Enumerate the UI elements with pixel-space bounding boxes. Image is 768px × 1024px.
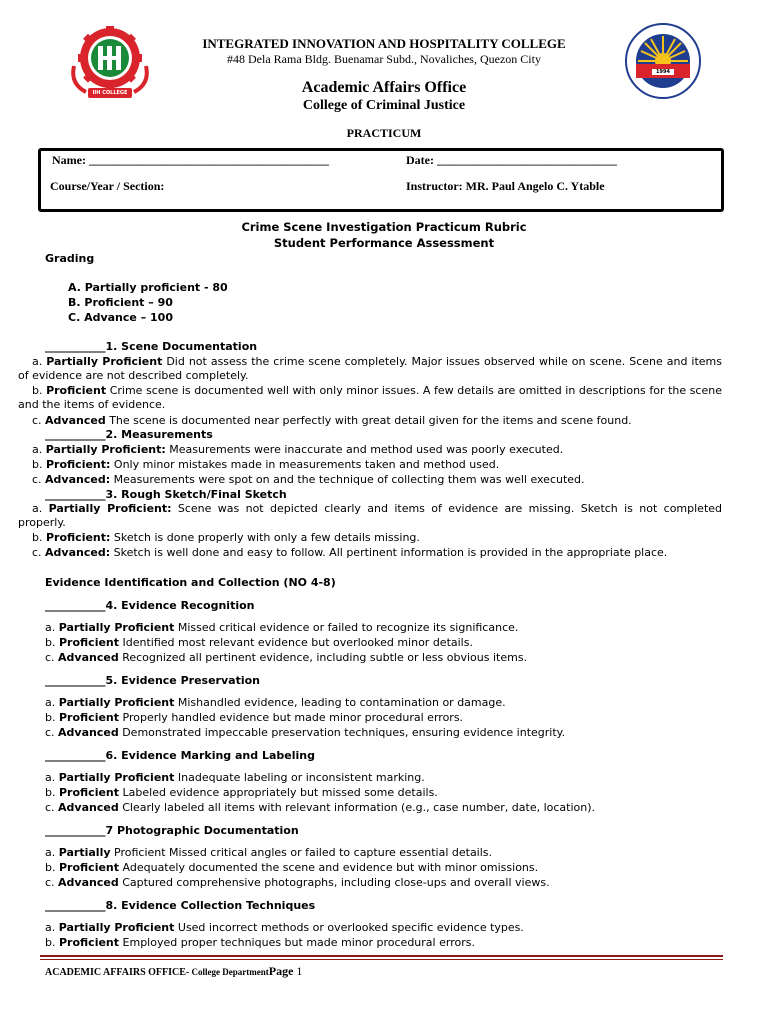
criterion-heading: ___________6. Evidence Marking and Labeling (45, 749, 315, 762)
grading-heading: Grading (45, 252, 95, 265)
rubric-title: Crime Scene Investigation Practicum Rubric (241, 220, 527, 234)
criterion-level: c. Advanced Demonstrated impeccable preservation techniques, ensuring evidence integrity. (45, 726, 566, 739)
page-footer: ACADEMIC AFFAIRS OFFICE- College DepartmentPage 1 (45, 964, 303, 978)
college-name: INTEGRATED INNOVATION AND HOSPITALITY COLLEGE (202, 36, 566, 51)
criterion-heading: ___________2. Measurements (45, 428, 213, 441)
logo-caption: IIH COLLEGE (92, 90, 128, 96)
name-field[interactable]: Name: ________________________________________ (52, 153, 329, 167)
instructor-field: Instructor: MR. Paul Angelo C. Ytable (406, 179, 605, 193)
criterion-level: c. Advanced: Measurements were spot on and the technique of collecting them was well executed. (32, 473, 585, 486)
criterion-level: a. Partially Proficient Did not assess the crime scene completely. Major issues observed while on scene. Scene and items of evidence are not described completely. (18, 355, 722, 382)
criterion-heading: ___________8. Evidence Collection Techniques (45, 899, 316, 912)
course-title: PRACTICUM (346, 126, 422, 140)
criterion-level: b. Proficient Labeled evidence appropriately but missed some details. (45, 786, 438, 799)
rubric-subtitle: Student Performance Assessment (273, 236, 495, 250)
grade-item: B. Proficient – 90 (68, 296, 173, 309)
criterion-level: b. Proficient Adequately documented the scene and evidence but with minor omissions. (45, 861, 539, 874)
criterion-level: a. Partially Proficient Inadequate labeling or inconsistent marking. (45, 771, 425, 784)
criterion-level: b. Proficient Identified most relevant evidence but overlooked minor details. (45, 636, 473, 649)
grade-item: C. Advance – 100 (68, 311, 173, 324)
department-title: College of Criminal Justice (302, 98, 466, 113)
seal-year: 1994 (656, 69, 670, 75)
criterion-level: b. Proficient Properly handled evidence but made minor procedural errors. (45, 711, 464, 724)
section-field[interactable]: Course/Year / Section: (50, 179, 165, 193)
criterion-level: c. Advanced: Sketch is well done and easy to follow. All pertinent information is provided in the appropriate place. (32, 546, 668, 559)
grade-item: A. Partially proficient - 80 (68, 281, 228, 294)
date-field[interactable]: Date: ______________________________ (406, 153, 617, 167)
criterion-level: c. Advanced The scene is documented near perfectly with great detail given for the items and scene found. (32, 414, 632, 427)
criterion-level: c. Advanced Recognized all pertinent evidence, including subtle or less obvious items. (45, 651, 528, 664)
criterion-level: a. Partially Proficient Used incorrect methods or overlooked specific evidence types. (45, 921, 524, 934)
footer-rule (40, 955, 723, 957)
criterion-level: b. Proficient Employed proper techniques but made minor procedural errors. (45, 936, 475, 949)
criterion-level: c. Advanced Clearly labeled all items with relevant information (e.g., case number, date, location). (45, 801, 596, 814)
criterion-level: a. Partially Proficient: Scene was not depicted clearly and items of evidence are missing. Sketch is not completed properly. (18, 502, 723, 529)
criterion-heading: ___________1. Scene Documentation (45, 340, 258, 353)
criterion-level: b. Proficient Crime scene is documented well with only minor issues. A few details are omitted in descriptions for the scene and the items of evidence. (18, 384, 722, 411)
criterion-level: a. Partially Proficient Mishandled evidence, leading to contamination or damage. (45, 696, 506, 709)
criterion-level: a. Partially Proficient Missed critical evidence or failed to recognize its significance. (45, 621, 519, 634)
footer-rule (40, 959, 723, 960)
criterion-heading: ___________5. Evidence Preservation (45, 674, 260, 687)
criterion-level: a. Partially Proficient: Measurements were inaccurate and method used was poorly executed. (32, 443, 564, 456)
office-title: Academic Affairs Office (301, 79, 467, 96)
evidence-section-heading: Evidence Identification and Collection (NO 4-8) (45, 576, 336, 589)
criterion-level: b. Proficient: Sketch is done properly with only a few details missing. (32, 531, 420, 544)
criterion-heading: ___________4. Evidence Recognition (45, 599, 255, 612)
criterion-heading: ___________7 Photographic Documentation (45, 824, 299, 837)
criterion-level: b. Proficient: Only minor mistakes made in measurements taken and method used. (32, 458, 500, 471)
college-address: #48 Dela Rama Bldg. Buenamar Subd., Novaliches, Quezon City (227, 52, 541, 66)
criterion-level: a. Partially Proficient Missed critical angles or failed to capture essential details. (45, 846, 493, 859)
criterion-level: c. Advanced Captured comprehensive photographs, including close-ups and overall views. (45, 876, 550, 889)
criterion-heading: ___________3. Rough Sketch/Final Sketch (45, 488, 287, 501)
